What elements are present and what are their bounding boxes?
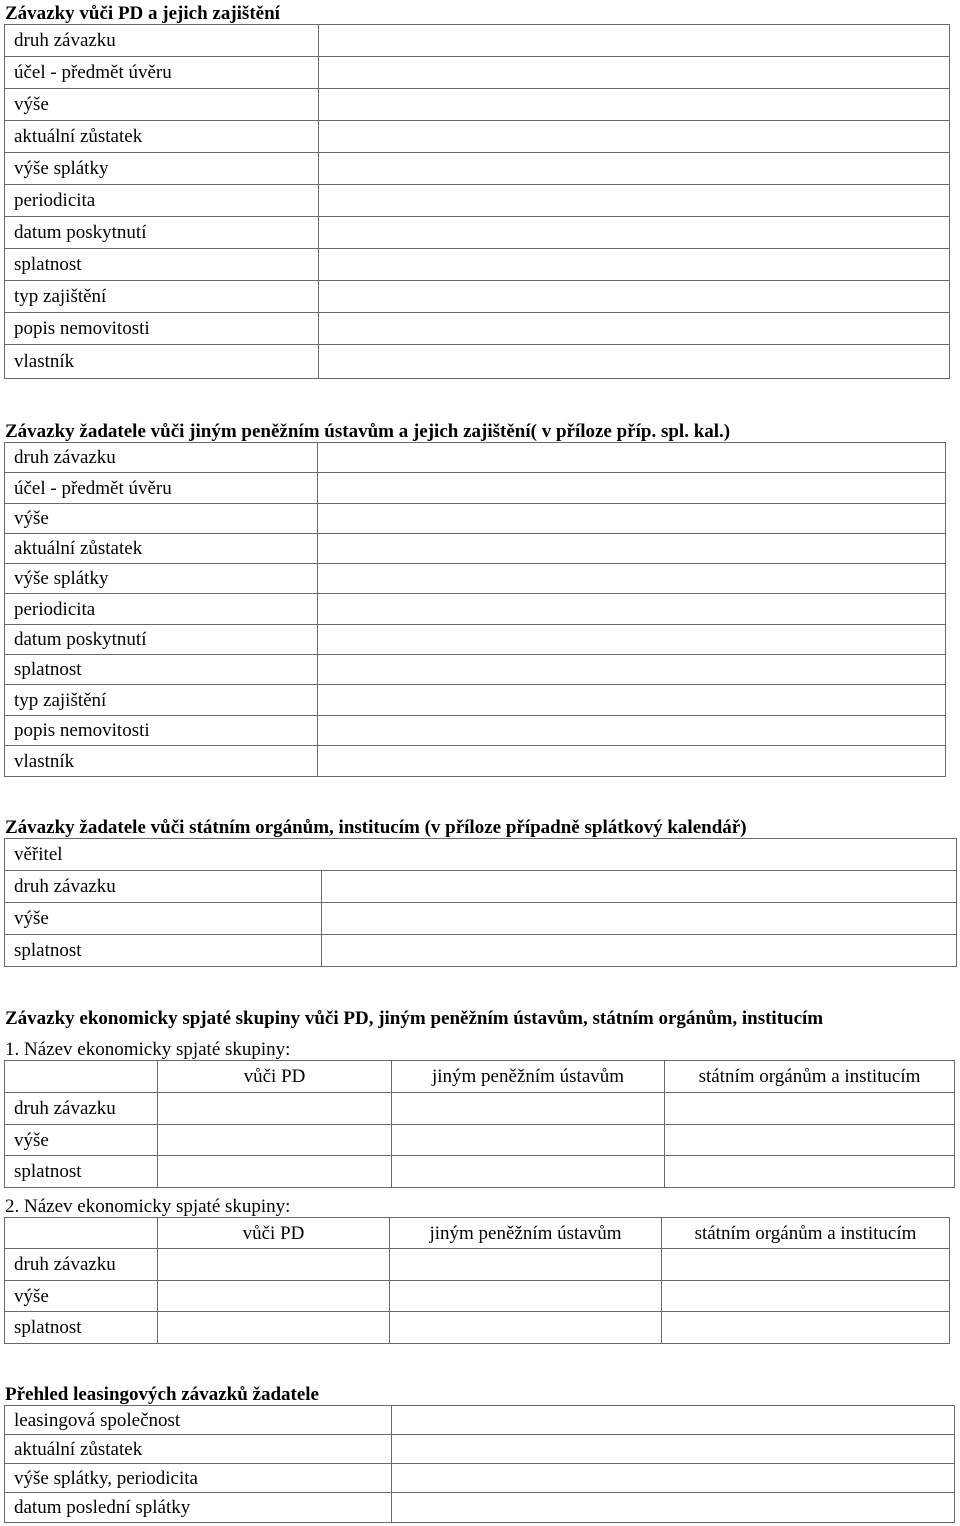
table-row	[5, 903, 957, 935]
input-cell[interactable]	[318, 564, 946, 594]
table-row	[5, 655, 946, 685]
section4-title: Závazky ekonomicky spjaté skupiny vůči PD, jiným peněžním ústavům, státním orgánům, institucím	[5, 1008, 824, 1029]
input-cell[interactable]	[322, 871, 957, 903]
section1-title: Závazky vůči PD a jejich zajištění	[5, 3, 280, 24]
group1-label: 1. Název ekonomicky spjaté skupiny:	[5, 1039, 291, 1060]
table-row	[5, 89, 950, 121]
row-label: vlastník	[5, 746, 318, 777]
row-label: výše	[5, 903, 322, 935]
row-label: výše splátky	[5, 564, 318, 594]
input-cell[interactable]	[158, 1312, 390, 1344]
row-label: účel - předmět úvěru	[5, 473, 318, 504]
column-header: vůči PD	[158, 1218, 390, 1249]
column-header: vůči PD	[158, 1061, 392, 1093]
table-row	[5, 1156, 955, 1188]
row-label: druh závazku	[5, 1249, 158, 1281]
input-cell[interactable]	[158, 1156, 392, 1188]
input-cell[interactable]	[322, 935, 957, 967]
section1-table	[4, 24, 950, 379]
input-cell[interactable]	[319, 25, 950, 57]
row-label: aktuální zůstatek	[5, 1435, 392, 1464]
table-row	[5, 443, 946, 473]
row-label: typ zajištění	[5, 281, 319, 313]
input-cell[interactable]	[392, 1493, 955, 1523]
table-row	[5, 1125, 955, 1156]
table-row	[5, 1249, 950, 1281]
row-label: výše splátky	[5, 153, 319, 185]
row-label: periodicita	[5, 185, 319, 217]
table-row	[5, 871, 957, 903]
row-label: splatnost	[5, 1312, 158, 1344]
group1-table	[4, 1060, 955, 1188]
table-row	[5, 534, 946, 564]
row-label: splatnost	[5, 1156, 158, 1188]
group2-label: 2. Název ekonomicky spjaté skupiny:	[5, 1196, 291, 1217]
row-label: splatnost	[5, 655, 318, 685]
row-label: výše	[5, 1281, 158, 1312]
row-label: účel - předmět úvěru	[5, 57, 319, 89]
input-cell[interactable]	[318, 473, 946, 504]
row-label: výše	[5, 1125, 158, 1156]
input-cell[interactable]	[318, 443, 946, 473]
table-row	[5, 1093, 955, 1125]
table-row	[5, 625, 946, 655]
column-header: státním orgánům a institucím	[662, 1218, 950, 1249]
input-cell[interactable]	[392, 1464, 955, 1493]
table-row	[5, 1435, 955, 1464]
input-cell[interactable]	[158, 1249, 390, 1281]
row-label: vlastník	[5, 345, 319, 379]
column-header: jiným peněžním ústavům	[392, 1061, 665, 1093]
input-cell[interactable]	[318, 716, 946, 746]
row-label: popis nemovitosti	[5, 716, 318, 746]
input-cell[interactable]	[319, 345, 950, 379]
row-label: výše	[5, 504, 318, 534]
table-row	[5, 1061, 955, 1093]
input-cell[interactable]	[665, 1156, 955, 1188]
input-cell[interactable]	[322, 903, 957, 935]
table-row	[5, 345, 950, 379]
input-cell[interactable]	[318, 625, 946, 655]
row-label: věřitel	[5, 839, 957, 871]
header-blank	[5, 1061, 158, 1093]
table-row	[5, 1406, 955, 1435]
input-cell[interactable]	[392, 1093, 665, 1125]
table-row	[5, 473, 946, 504]
row-label: popis nemovitosti	[5, 313, 319, 345]
section2-table	[4, 442, 946, 777]
input-cell[interactable]	[318, 594, 946, 625]
row-label: splatnost	[5, 249, 319, 281]
table-row	[5, 504, 946, 534]
input-cell[interactable]	[318, 534, 946, 564]
row-label: aktuální zůstatek	[5, 121, 319, 153]
input-cell[interactable]	[158, 1125, 392, 1156]
table-row	[5, 57, 950, 89]
input-cell[interactable]	[319, 57, 950, 89]
input-cell[interactable]	[390, 1249, 662, 1281]
input-cell[interactable]	[319, 89, 950, 121]
input-cell[interactable]	[392, 1406, 955, 1435]
input-cell[interactable]	[390, 1312, 662, 1344]
row-label: periodicita	[5, 594, 318, 625]
input-cell[interactable]	[662, 1312, 950, 1344]
row-label: leasingová společnost	[5, 1406, 392, 1435]
input-cell[interactable]	[319, 121, 950, 153]
table-row	[5, 1218, 950, 1249]
table-row	[5, 249, 950, 281]
row-label: datum poskytnutí	[5, 217, 319, 249]
table-row	[5, 153, 950, 185]
input-cell[interactable]	[319, 281, 950, 313]
table-row	[5, 217, 950, 249]
header-blank	[5, 1218, 158, 1249]
table-row	[5, 313, 950, 345]
row-label: výše	[5, 89, 319, 121]
input-cell[interactable]	[319, 217, 950, 249]
input-cell[interactable]	[318, 746, 946, 777]
table-row	[5, 25, 950, 57]
table-row	[5, 1493, 955, 1523]
input-cell[interactable]	[665, 1125, 955, 1156]
table-row	[5, 594, 946, 625]
row-label: datum poskytnutí	[5, 625, 318, 655]
input-cell[interactable]	[665, 1093, 955, 1125]
row-label: druh závazku	[5, 25, 319, 57]
table-row	[5, 746, 946, 777]
row-label: výše splátky, periodicita	[5, 1464, 392, 1493]
input-cell[interactable]	[158, 1281, 390, 1312]
input-cell[interactable]	[662, 1249, 950, 1281]
table-row	[5, 121, 950, 153]
section3-table	[4, 838, 957, 967]
table-row	[5, 716, 946, 746]
column-header: státním orgánům a institucím	[665, 1061, 955, 1093]
section3-title: Závazky žadatele vůči státním orgánům, institucím (v příloze případně splátkový kalendář)	[5, 817, 747, 838]
table-row	[5, 1464, 955, 1493]
group2-table	[4, 1217, 950, 1344]
row-label: druh závazku	[5, 1093, 158, 1125]
input-cell[interactable]	[319, 313, 950, 345]
input-cell[interactable]	[390, 1281, 662, 1312]
input-cell[interactable]	[392, 1125, 665, 1156]
section5-table	[4, 1405, 955, 1523]
row-label: typ zajištění	[5, 685, 318, 716]
input-cell[interactable]	[662, 1281, 950, 1312]
column-header: jiným peněžním ústavům	[390, 1218, 662, 1249]
input-cell[interactable]	[319, 249, 950, 281]
row-label: druh závazku	[5, 871, 322, 903]
row-label: aktuální zůstatek	[5, 534, 318, 564]
table-row	[5, 1281, 950, 1312]
table-row	[5, 1312, 950, 1344]
table-row	[5, 839, 957, 871]
table-row	[5, 564, 946, 594]
input-cell[interactable]	[392, 1435, 955, 1464]
table-row	[5, 935, 957, 967]
input-cell[interactable]	[319, 185, 950, 217]
input-cell[interactable]	[392, 1156, 665, 1188]
table-row	[5, 685, 946, 716]
table-row	[5, 281, 950, 313]
input-cell[interactable]	[318, 685, 946, 716]
row-label: druh závazku	[5, 443, 318, 473]
row-label: datum poslední splátky	[5, 1493, 392, 1523]
input-cell[interactable]	[319, 153, 950, 185]
table-row	[5, 185, 950, 217]
input-cell[interactable]	[318, 655, 946, 685]
section2-title: Závazky žadatele vůči jiným peněžním ústavům a jejich zajištění( v příloze příp. spl. kal.)	[5, 421, 731, 442]
input-cell[interactable]	[158, 1093, 392, 1125]
section5-title: Přehled leasingových závazků žadatele	[5, 1384, 319, 1405]
row-label: splatnost	[5, 935, 322, 967]
input-cell[interactable]	[318, 504, 946, 534]
